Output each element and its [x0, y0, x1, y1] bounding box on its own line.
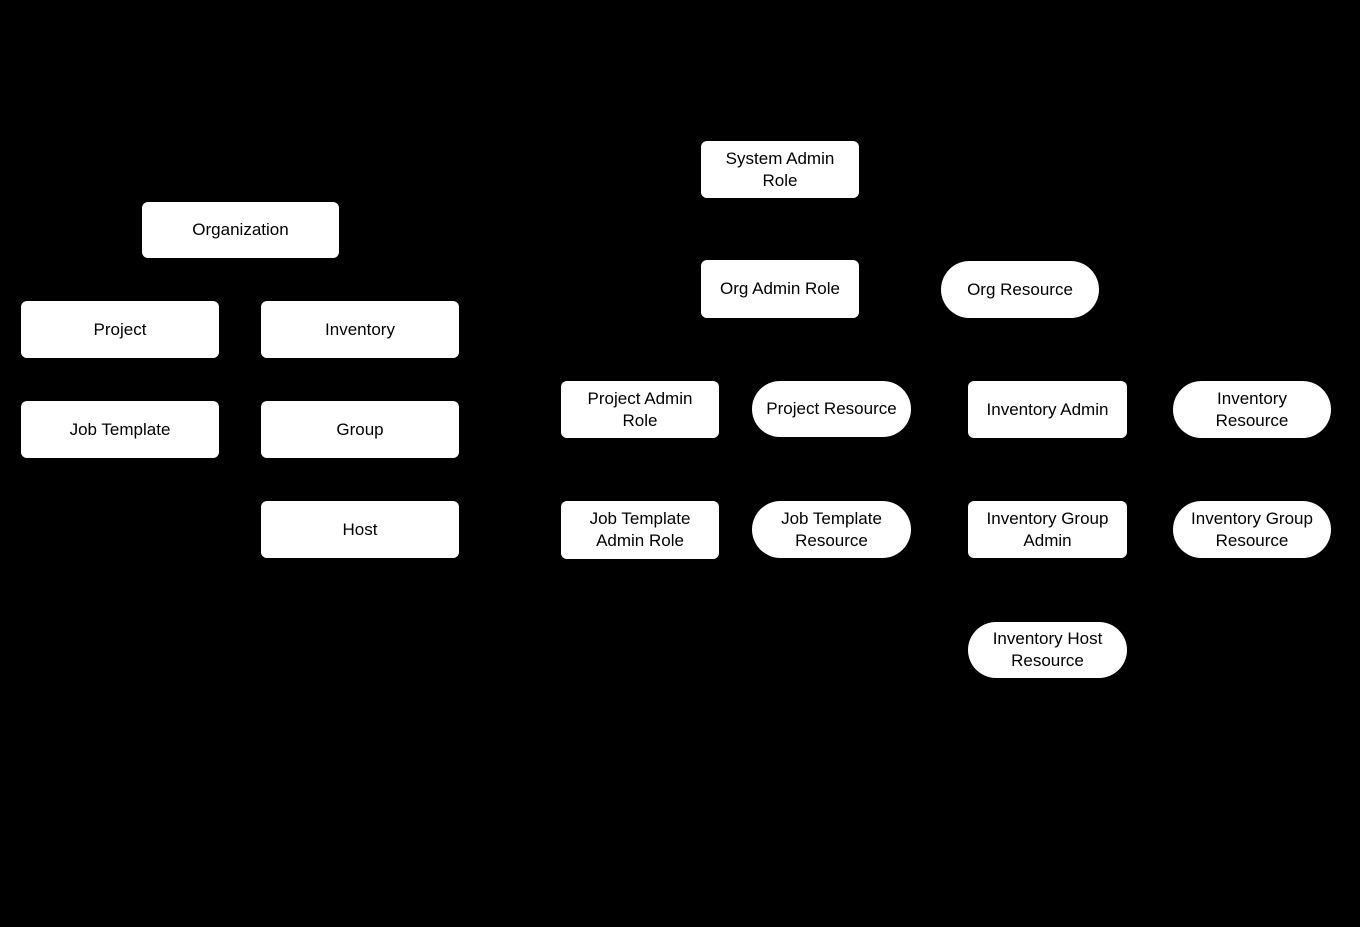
- node-organization: [142, 202, 339, 258]
- node-system-admin-role: [701, 141, 859, 198]
- node-label-line: Organization: [192, 220, 289, 239]
- node-label-line: Inventory: [1217, 388, 1287, 408]
- node-label-line: Job Template: [69, 419, 171, 439]
- node-label-line: Project Admin: [587, 388, 693, 408]
- node-label-line: Admin: [1023, 530, 1072, 550]
- node-inventory-host-resource: [968, 622, 1127, 678]
- node-label-line: Inventory Group: [1191, 508, 1313, 528]
- node-label-line: Resource: [1215, 410, 1289, 430]
- node-project-resource: [752, 381, 911, 437]
- node-inventory-group-resource: [1173, 501, 1331, 558]
- node-inventory-admin: [968, 381, 1127, 438]
- node-job-template: [21, 401, 219, 458]
- node-job-template-admin-role: [561, 501, 719, 559]
- node-label-line: Project Resource: [766, 399, 897, 418]
- node-label-line: Job Template: [589, 509, 691, 528]
- node-org-admin-role: [701, 260, 859, 318]
- node-inventory-resource: [1173, 381, 1331, 438]
- node-label-line: Role: [622, 410, 658, 430]
- node-label-line: Job Template: [781, 508, 882, 528]
- node-label-line: Group: [336, 419, 384, 439]
- node-org-resource: [941, 261, 1099, 318]
- node-label-line: Inventory Host: [992, 629, 1103, 648]
- node-host: [261, 501, 459, 558]
- node-label-line: Org Resource: [967, 279, 1073, 299]
- node-label-line: Inventory Admin: [986, 399, 1109, 419]
- node-job-template-resource: [752, 501, 911, 558]
- node-label-line: Admin Role: [596, 531, 684, 550]
- node-inventory: [261, 301, 459, 358]
- node-project: [21, 301, 219, 358]
- node-label-line: Inventory Group: [986, 508, 1109, 528]
- node-label-line: Resource: [795, 530, 868, 550]
- node-label-line: Resource: [1215, 530, 1289, 550]
- node-label-line: Project: [93, 319, 147, 339]
- node-label-line: Host: [342, 519, 378, 539]
- node-label-line: Resource: [1011, 651, 1084, 670]
- node-label-line: Org Admin Role: [720, 279, 840, 298]
- node-label-line: Inventory: [325, 319, 395, 339]
- node-project-admin-role: [561, 381, 719, 438]
- node-label-line: System Admin: [725, 148, 835, 168]
- node-group: [261, 401, 459, 458]
- node-inventory-group-admin: [968, 501, 1127, 558]
- node-label-line: Role: [762, 170, 798, 190]
